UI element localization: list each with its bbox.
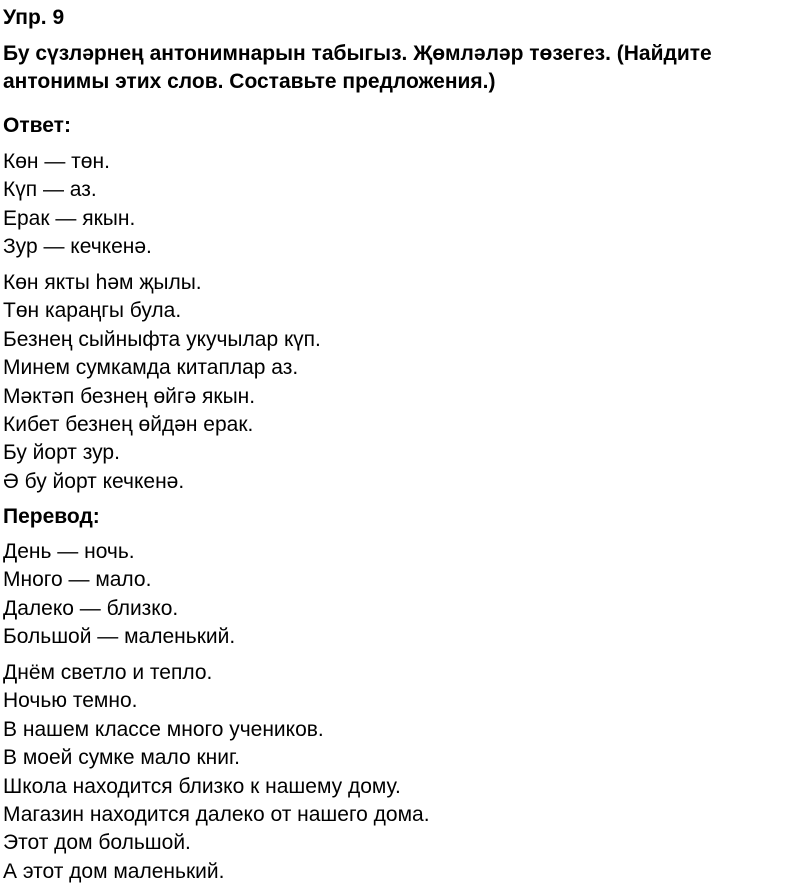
translation-sentence: Ночью темно.: [3, 689, 138, 713]
translation-sentence: В моей сумке мало книг.: [3, 746, 240, 770]
answer-pair: Зур — кечкенә.: [3, 235, 152, 259]
translation-sentence: Магазин находится далеко от нашего дома.: [3, 803, 430, 827]
exercise-task: Бу сүзләрнең антонимнарын табыгыз. Җөмләләр төзегез. (Найдите антонимы этих слов. Составьте предложения.): [3, 42, 712, 93]
answer-sentence: Ә бу йорт кечкенә.: [3, 469, 185, 493]
answer-sentences: [3, 269, 321, 496]
translation-pair: День — ночь.: [3, 540, 135, 563]
translation-antonym-pairs: [3, 538, 235, 652]
answer-sentence: Төн караңгы була.: [3, 299, 182, 323]
answer-sentence: Кибет безнең өйдән ерак.: [3, 413, 254, 437]
answer-sentence: Мәктәп безнең өйгә якын.: [3, 384, 256, 408]
exercise-title: Упр. 9: [3, 6, 65, 29]
translation-sentences: [3, 659, 430, 886]
answer-pair: Ерак — якын.: [3, 206, 136, 230]
answer-sentence: Көн якты һәм җылы.: [3, 271, 202, 294]
answer-label: Ответ:: [3, 114, 71, 137]
answer-sentence: Бу йорт зур.: [3, 441, 120, 465]
translation-sentence: В нашем классе много учеников.: [3, 717, 324, 741]
answer-sentence: Минем сумкамда китаплар аз.: [3, 356, 299, 380]
translation-pair: Большой — маленький.: [3, 625, 236, 649]
answer-pair: Көн — төн.: [3, 150, 110, 173]
answer-antonym-pairs: [3, 148, 152, 262]
translation-sentence: А этот дом маленький.: [3, 859, 225, 883]
translation-label: Перевод:: [3, 505, 100, 528]
translation-sentence: Школа находится близко к нашему дому.: [3, 774, 401, 798]
translation-sentence: Этот дом большой.: [3, 831, 191, 855]
translation-pair: Много — мало.: [3, 568, 152, 592]
answer-sentence: Безнең сыйныфта укучылар күп.: [3, 327, 321, 351]
translation-sentence: Днём светло и тепло.: [3, 661, 213, 684]
answer-pair: Күп — аз.: [3, 178, 97, 202]
translation-pair: Далеко — близко.: [3, 596, 179, 620]
